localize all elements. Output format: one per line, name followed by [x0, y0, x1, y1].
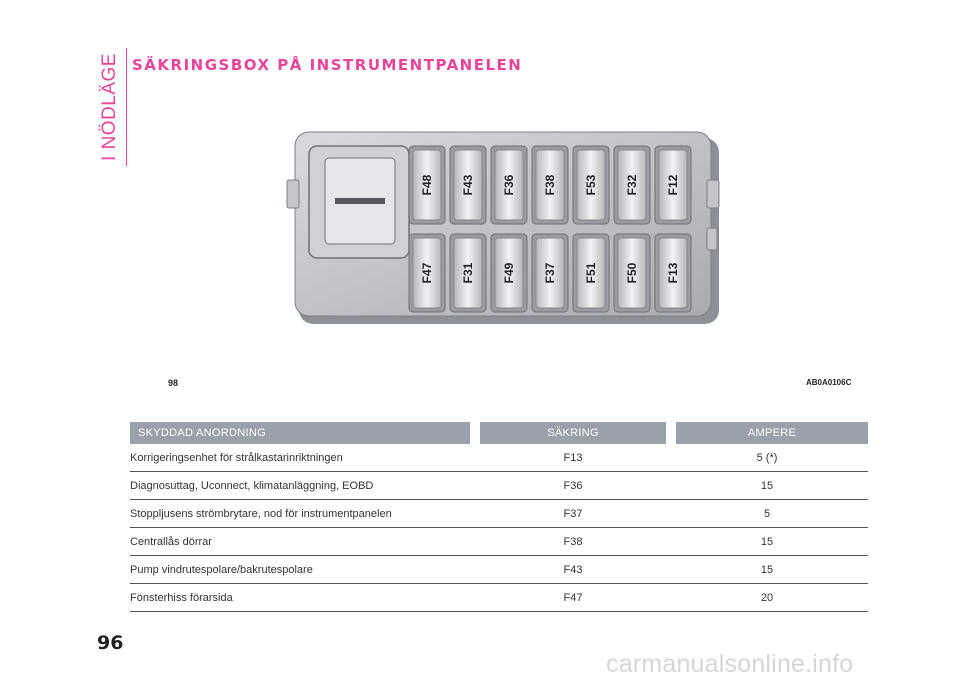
header-fuse: SÄKRING: [480, 422, 666, 444]
cell-fuse: F36: [563, 479, 583, 492]
cell-ampere: 5 (*): [756, 451, 778, 464]
cell-ampere: 15: [760, 479, 774, 492]
table-row: [130, 584, 868, 612]
cell-device: Stoppljusens strömbrytare, nod för instrumentpanelen: [130, 507, 392, 520]
fuse-label: F49: [502, 262, 516, 284]
fuse-label: F38: [543, 174, 557, 196]
section-tab: [96, 48, 124, 166]
fuse-label: F51: [584, 262, 598, 284]
fuse-label: F50: [625, 262, 639, 284]
fuse-label: F31: [461, 262, 475, 284]
fuse-table: [130, 422, 868, 612]
table-row: [130, 444, 868, 472]
table-row: [130, 528, 868, 556]
fuse-row-bottom: [409, 234, 691, 312]
cell-fuse: F43: [563, 563, 583, 576]
section-divider: [126, 48, 127, 166]
header-device: SKYDDAD ANORDNING: [130, 422, 470, 444]
cell-device: Fönsterhiss förarsida: [130, 591, 233, 604]
cell-device: Pump vindrutespolare/bakrutespolare: [130, 563, 313, 576]
watermark: carmanualsonline.info: [606, 650, 854, 678]
page-title: SÄKRINGSBOX PÅ INSTRUMENTPANELEN: [132, 56, 523, 74]
cell-fuse: F37: [563, 507, 583, 520]
table-row: [130, 556, 868, 584]
figure-number: 98: [168, 378, 179, 388]
cell-ampere: 5: [763, 507, 771, 520]
fuse-box-illustration: [283, 128, 723, 324]
fuse-label: F48: [420, 174, 434, 196]
fuse-label: F12: [666, 174, 680, 196]
fuse-label: F37: [543, 262, 557, 284]
fuse-box-tab-left: [287, 180, 299, 208]
cell-ampere: 15: [760, 535, 774, 548]
table-header: [130, 422, 868, 444]
header-ampere: AMPERE: [676, 422, 868, 444]
fuse-box-tab-right: [707, 180, 719, 208]
fuse-label: F53: [584, 174, 598, 196]
section-tab-label: I NÖDLÄGE: [99, 53, 121, 161]
fuse-label: F43: [461, 174, 475, 196]
cell-device: Diagnosuttag, Uconnect, klimatanläggning, EOBD: [130, 479, 374, 492]
cell-fuse: F38: [563, 535, 583, 548]
page-number: 96: [97, 632, 124, 654]
cell-ampere: 15: [760, 563, 774, 576]
fuse-label: F36: [502, 174, 516, 196]
fuse-label: F13: [666, 262, 680, 284]
cell-device: Korrigeringsenhet för strålkastarinriktningen: [130, 451, 343, 464]
relay-slot: [335, 198, 385, 204]
cell-fuse: F13: [563, 451, 583, 464]
cell-device: Centrallås dörrar: [130, 535, 212, 548]
table-row: [130, 500, 868, 528]
fuse-label: F47: [420, 262, 434, 284]
table-row: [130, 472, 868, 500]
fuse-row-top: [409, 146, 691, 224]
figure-code: AB0A0106C: [806, 378, 852, 387]
fuse-label: F32: [625, 174, 639, 196]
cell-fuse: F47: [563, 591, 583, 604]
cell-ampere: 20: [760, 591, 774, 604]
fuse-box-tab-right-lower: [707, 228, 717, 250]
